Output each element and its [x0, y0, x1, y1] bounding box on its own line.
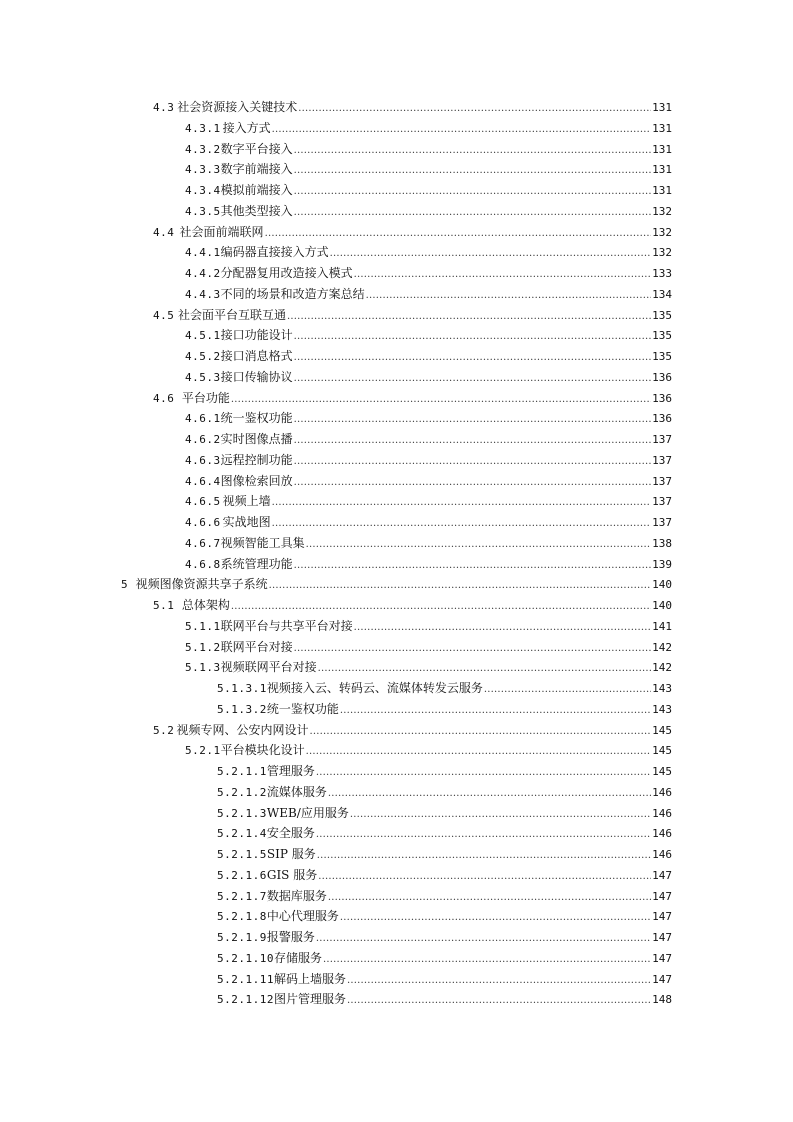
toc-section-number: 5.2.1.3	[217, 806, 267, 820]
toc-page-number: 131	[652, 101, 672, 114]
toc-entry-link[interactable]	[185, 429, 672, 450]
toc-section-number: 4.5.3	[185, 370, 221, 384]
toc-entry-link[interactable]	[217, 948, 672, 969]
toc-section-number: 4.4.1	[185, 246, 221, 260]
toc-page-number: 131	[652, 163, 672, 177]
toc-page-number: 146	[652, 827, 672, 841]
toc-section-number: 4.6.1	[185, 412, 221, 426]
toc-dot-leader	[306, 535, 651, 556]
toc-dot-leader	[354, 265, 651, 286]
toc-section-title: 联网平台与共享平台对接	[220, 618, 353, 633]
toc-page-number: 147	[652, 910, 672, 924]
toc-page-number: 131	[652, 121, 672, 135]
toc-entry	[0, 284, 793, 305]
toc-section-number: 5	[121, 578, 129, 592]
toc-section-number: 4.3.5	[185, 204, 221, 218]
toc-entry	[0, 408, 793, 429]
toc-entry	[0, 678, 793, 699]
toc-section-number: 5.1.2	[185, 640, 221, 654]
toc-entry-link[interactable]	[185, 471, 672, 492]
toc-entry-link[interactable]	[153, 305, 672, 326]
toc-entry-link[interactable]	[217, 989, 672, 1010]
toc-section-title: 系统管理功能	[220, 556, 293, 571]
toc-section-number: 5.2.1	[185, 744, 221, 758]
toc-page-number: 143	[652, 702, 672, 716]
toc-section-title: 统一鉴权功能	[266, 701, 339, 716]
toc-page-number: 145	[652, 744, 672, 758]
toc-entry	[0, 574, 793, 595]
toc-page-number: 143	[652, 682, 672, 695]
toc-dot-leader	[354, 618, 651, 639]
toc-entry-link[interactable]	[217, 865, 672, 886]
toc-dot-leader	[294, 182, 651, 203]
toc-page-number: 148	[652, 993, 672, 1007]
toc-section-title: 解码上墙服务	[273, 971, 346, 986]
toc-section-number: 4.5.1	[185, 329, 221, 343]
toc-section-title: 模拟前端接入	[220, 183, 293, 197]
toc-page-number: 140	[652, 578, 672, 592]
toc-entry	[0, 159, 793, 180]
toc-entry	[0, 429, 793, 450]
toc-dot-leader	[484, 680, 651, 701]
toc-section-number: 5.1.3.1	[217, 682, 267, 695]
toc-entry-link[interactable]	[185, 491, 672, 512]
toc-entry-link[interactable]	[185, 159, 672, 180]
toc-entry-link[interactable]	[153, 388, 672, 409]
toc-dot-leader	[294, 556, 651, 577]
toc-section-number: 5.2.1.6	[217, 868, 267, 882]
toc-section-number: 5.2.1.9	[217, 931, 267, 944]
toc-section-title: 接口功能设计	[220, 328, 293, 343]
toc-dot-leader	[340, 701, 651, 722]
toc-section-title: 视频接入云、转码云、流媒体转发云服务	[266, 681, 483, 695]
toc-dot-leader	[347, 991, 651, 1012]
toc-section-number: 5.2.1.11	[217, 972, 274, 986]
toc-entry	[0, 554, 793, 575]
toc-section-title: SIP 服务	[266, 847, 316, 861]
table-of-contents	[0, 97, 793, 1010]
toc-section-title: 数据库服务	[266, 888, 327, 903]
toc-dot-leader	[347, 971, 651, 992]
toc-dot-leader	[294, 410, 651, 431]
toc-page-number: 146	[652, 848, 672, 861]
toc-entry-link[interactable]	[185, 346, 672, 367]
toc-entry	[0, 720, 793, 741]
toc-entry-link[interactable]	[217, 803, 672, 824]
toc-entry	[0, 969, 793, 990]
toc-section-number: 5.2.1.1	[217, 765, 267, 778]
toc-page-number: 146	[652, 806, 672, 820]
toc-dot-leader	[350, 805, 651, 826]
toc-entry-link[interactable]	[217, 699, 672, 720]
toc-dot-leader	[298, 99, 651, 120]
toc-dot-leader	[272, 120, 651, 141]
toc-entry-link[interactable]	[217, 969, 672, 990]
toc-entry	[0, 263, 793, 284]
toc-entry-link[interactable]	[185, 263, 672, 284]
toc-entry-link[interactable]	[217, 761, 672, 782]
toc-section-title: 流媒体服务	[266, 784, 327, 799]
toc-section-number: 4.6.4	[185, 474, 221, 488]
toc-section-title: 统一鉴权功能	[220, 411, 293, 426]
toc-entry-link[interactable]	[185, 554, 672, 575]
toc-dot-leader	[316, 929, 651, 950]
toc-section-number: 4.6.6	[185, 516, 221, 529]
toc-entry-link[interactable]	[185, 616, 672, 637]
toc-page-number: 131	[652, 184, 672, 197]
toc-section-title: 视频图像资源共享子系统	[135, 577, 268, 592]
toc-page-number: 132	[652, 204, 672, 218]
toc-page-number: 147	[652, 951, 672, 965]
toc-dot-leader	[330, 244, 651, 265]
toc-page-number: 147	[652, 931, 672, 944]
toc-dot-leader	[316, 763, 651, 784]
toc-entry	[0, 367, 793, 388]
toc-dot-leader	[269, 576, 651, 597]
toc-entry	[0, 637, 793, 658]
toc-section-title: 总体架构	[181, 598, 230, 612]
toc-entry-link[interactable]	[121, 574, 672, 595]
toc-dot-leader	[294, 639, 651, 660]
toc-dot-leader	[316, 825, 651, 846]
toc-entry	[0, 388, 793, 409]
toc-entry-link[interactable]	[217, 823, 672, 844]
toc-section-title: 视频联网平台对接	[220, 660, 317, 675]
toc-dot-leader	[294, 473, 651, 494]
toc-section-number: 4.6.3	[185, 453, 221, 467]
toc-section-title: 报警服务	[266, 930, 315, 944]
toc-page-number: 147	[652, 972, 672, 986]
toc-entry	[0, 927, 793, 948]
toc-page-number: 135	[652, 308, 672, 322]
toc-entry-link[interactable]	[153, 720, 672, 741]
toc-section-title: 实战地图	[222, 515, 271, 529]
toc-entry-link[interactable]	[185, 118, 672, 139]
toc-page-number: 146	[652, 785, 672, 799]
toc-entry	[0, 180, 793, 201]
toc-dot-leader	[294, 348, 651, 369]
toc-entry-link[interactable]	[185, 201, 672, 222]
toc-section-number: 5.2.1.10	[217, 951, 274, 965]
toc-page-number: 132	[652, 246, 672, 260]
toc-entry-link[interactable]	[217, 886, 672, 907]
toc-entry	[0, 657, 793, 678]
toc-dot-leader	[294, 161, 651, 182]
toc-page-number: 142	[652, 640, 672, 654]
toc-dot-leader	[306, 742, 651, 763]
toc-entry	[0, 865, 793, 886]
toc-entry	[0, 118, 793, 139]
toc-section-number: 4.3.3	[185, 163, 221, 177]
toc-page-number: 137	[652, 495, 672, 509]
toc-section-title: 接口传输协议	[220, 369, 293, 384]
toc-section-number: 5.1.3	[185, 661, 221, 675]
toc-section-number: 4.6	[153, 391, 175, 405]
toc-section-title: 联网平台对接	[220, 639, 293, 654]
toc-entry-link[interactable]	[185, 533, 672, 554]
toc-dot-leader	[265, 224, 651, 245]
toc-section-number: 5.2.1.7	[217, 889, 267, 903]
toc-page-number: 137	[652, 474, 672, 488]
toc-dot-leader	[272, 493, 651, 514]
toc-section-number: 4.6.7	[185, 536, 221, 550]
toc-section-title: 图片管理服务	[273, 992, 346, 1007]
toc-dot-leader	[328, 888, 651, 909]
toc-dot-leader	[323, 950, 651, 971]
toc-page-number: 132	[652, 225, 672, 239]
toc-dot-leader	[294, 141, 651, 162]
toc-entry-link[interactable]	[217, 782, 672, 803]
toc-section-title: 社会面平台互联互通	[178, 307, 287, 322]
toc-section-title: 不同的场景和改造方案总结	[220, 286, 365, 301]
toc-entry	[0, 948, 793, 969]
toc-page-number: 145	[652, 723, 672, 737]
toc-entry-link[interactable]	[185, 325, 672, 346]
toc-section-title: 分配器复用改造接入模式	[220, 266, 353, 280]
toc-section-number: 4.3.2	[185, 142, 221, 156]
toc-entry	[0, 222, 793, 243]
toc-dot-leader	[294, 431, 651, 452]
toc-page-number: 145	[652, 765, 672, 778]
toc-section-number: 4.5.2	[185, 350, 221, 363]
toc-section-number: 4.4	[153, 225, 175, 239]
toc-section-title: 社会资源接入关键技术	[177, 100, 298, 114]
toc-page-number: 147	[652, 889, 672, 903]
toc-section-title: WEB/应用服务	[266, 805, 349, 820]
toc-entry-link[interactable]	[217, 927, 672, 948]
toc-entry	[0, 471, 793, 492]
toc-entry-link[interactable]	[185, 284, 672, 305]
toc-entry-link[interactable]	[185, 180, 672, 201]
toc-entry	[0, 906, 793, 927]
toc-page-number: 136	[652, 412, 672, 426]
toc-entry	[0, 616, 793, 637]
toc-section-number: 5.1	[153, 599, 175, 612]
toc-section-number: 5.2.1.8	[217, 910, 267, 924]
toc-page-number: 136	[652, 391, 672, 405]
toc-dot-leader	[231, 390, 651, 411]
toc-section-title: 数字前端接入	[220, 162, 293, 177]
toc-entry	[0, 201, 793, 222]
toc-section-number: 5.2.1.4	[217, 827, 267, 841]
toc-page-number: 134	[652, 287, 672, 301]
toc-section-title: 中心代理服务	[266, 909, 339, 924]
toc-entry	[0, 139, 793, 160]
toc-page-number: 137	[652, 453, 672, 467]
toc-page-number: 131	[652, 142, 672, 156]
toc-section-number: 5.2.1.2	[217, 785, 267, 799]
toc-entry-link[interactable]	[185, 367, 672, 388]
toc-entry	[0, 97, 793, 118]
toc-entry	[0, 844, 793, 865]
toc-entry-link[interactable]	[153, 97, 672, 118]
toc-section-number: 5.2.1.12	[217, 993, 274, 1007]
toc-entry	[0, 491, 793, 512]
toc-dot-leader	[287, 307, 651, 328]
toc-section-title: 数字平台接入	[220, 141, 293, 156]
toc-section-title: 管理服务	[266, 764, 315, 778]
toc-dot-leader	[318, 867, 651, 888]
toc-entry-link[interactable]	[185, 242, 672, 263]
toc-section-title: 安全服务	[266, 826, 315, 841]
toc-entry	[0, 989, 793, 1010]
toc-section-number: 5.1.1	[185, 619, 221, 633]
toc-entry	[0, 886, 793, 907]
toc-section-number: 4.4.3	[185, 287, 221, 301]
toc-entry	[0, 533, 793, 554]
toc-entry	[0, 450, 793, 471]
toc-page-number: 136	[652, 370, 672, 384]
toc-page-number: 135	[652, 350, 672, 363]
toc-entry	[0, 595, 793, 616]
toc-entry	[0, 740, 793, 761]
toc-page-number: 137	[652, 516, 672, 529]
toc-dot-leader	[231, 597, 651, 618]
toc-page-number: 142	[652, 661, 672, 675]
toc-section-number: 4.5	[153, 308, 175, 322]
toc-dot-leader	[340, 908, 651, 929]
toc-entry-link[interactable]	[217, 678, 672, 699]
toc-page-number: 141	[652, 619, 672, 633]
toc-section-number: 4.3.1	[185, 121, 221, 135]
toc-section-number: 4.3.4	[185, 184, 221, 197]
toc-section-title: 平台模块化设计	[220, 743, 305, 758]
toc-section-number: 5.1.3.2	[217, 702, 267, 716]
toc-entry	[0, 242, 793, 263]
toc-section-title: 视频上墙	[222, 494, 271, 509]
toc-entry-link[interactable]	[153, 222, 672, 243]
toc-page-number: 137	[652, 433, 672, 446]
toc-entry	[0, 346, 793, 367]
toc-dot-leader	[294, 203, 651, 224]
toc-entry-link[interactable]	[185, 408, 672, 429]
toc-entry-link[interactable]	[185, 139, 672, 160]
toc-entry-link[interactable]	[185, 512, 672, 533]
toc-entry-link[interactable]	[185, 657, 672, 678]
toc-dot-leader	[294, 369, 651, 390]
toc-entry	[0, 803, 793, 824]
toc-section-title: 社会面前端联网	[179, 224, 264, 239]
toc-section-title: 视频专网、公安内网设计	[176, 722, 309, 737]
toc-dot-leader	[328, 784, 651, 805]
toc-section-number: 4.3	[153, 101, 175, 114]
toc-dot-leader	[294, 452, 651, 473]
toc-section-title: GIS 服务	[266, 867, 318, 882]
toc-dot-leader	[318, 659, 651, 680]
toc-section-title: 平台功能	[181, 390, 230, 405]
toc-section-title: 编码器直接接入方式	[220, 245, 329, 260]
toc-dot-leader	[366, 286, 651, 307]
toc-entry	[0, 782, 793, 803]
toc-section-title: 图像检索回放	[220, 473, 293, 488]
toc-entry-link[interactable]	[217, 844, 672, 865]
toc-entry-link[interactable]	[217, 906, 672, 927]
toc-section-number: 4.4.2	[185, 267, 221, 280]
toc-section-title: 实时图像点播	[220, 432, 293, 446]
toc-section-number: 5.2.1.5	[217, 848, 267, 861]
toc-page-number: 138	[652, 536, 672, 550]
toc-page-number: 135	[652, 329, 672, 343]
toc-page-number: 140	[652, 599, 672, 612]
toc-entry	[0, 305, 793, 326]
toc-dot-leader	[272, 514, 651, 535]
toc-page-number: 133	[652, 267, 672, 280]
toc-entry-link[interactable]	[185, 450, 672, 471]
toc-page-number: 139	[652, 557, 672, 571]
toc-entry-link[interactable]	[185, 637, 672, 658]
toc-entry	[0, 512, 793, 533]
toc-section-title: 接入方式	[222, 120, 271, 135]
toc-dot-leader	[317, 846, 651, 867]
toc-section-number: 4.6.2	[185, 433, 221, 446]
toc-entry	[0, 823, 793, 844]
toc-entry	[0, 325, 793, 346]
toc-section-number: 5.2	[153, 723, 175, 737]
toc-section-title: 存储服务	[273, 950, 322, 965]
toc-section-number: 4.6.5	[185, 495, 221, 509]
toc-page-number: 147	[652, 868, 672, 882]
toc-dot-leader	[309, 722, 651, 743]
toc-entry-link[interactable]	[185, 740, 672, 761]
toc-section-title: 远程控制功能	[220, 452, 293, 467]
toc-entry	[0, 761, 793, 782]
toc-entry-link[interactable]	[153, 595, 672, 616]
toc-section-title: 视频智能工具集	[220, 535, 305, 550]
toc-section-number: 4.6.8	[185, 557, 221, 571]
toc-entry	[0, 699, 793, 720]
toc-section-title: 接口消息格式	[220, 349, 293, 363]
toc-section-title: 其他类型接入	[220, 203, 293, 218]
toc-dot-leader	[294, 327, 651, 348]
